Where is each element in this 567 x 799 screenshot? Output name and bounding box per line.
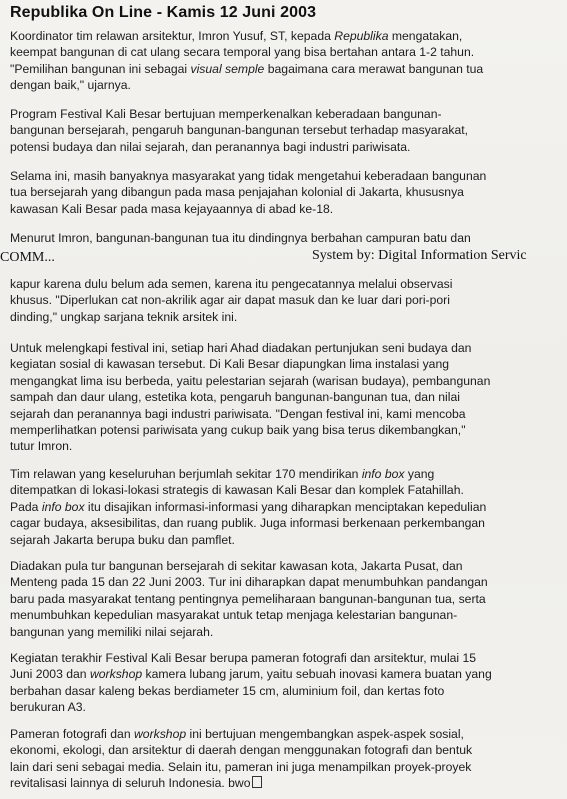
text-segment: bagaimana cara merawat bangunan tua	[264, 61, 484, 76]
paragraph-10	[10, 726, 566, 792]
text-line	[10, 373, 566, 389]
text-line	[10, 438, 566, 454]
text-line	[10, 607, 566, 623]
paragraph-8	[10, 558, 566, 640]
italic-text: workshop	[133, 727, 187, 741]
text-line	[10, 106, 566, 122]
text-line	[10, 532, 566, 548]
paragraph-6	[10, 340, 566, 455]
italic-text: Republika	[334, 29, 389, 43]
text-segment: ini bertujuan mengembangkan aspek-aspek sosial,	[186, 727, 464, 741]
text-line	[10, 168, 566, 184]
text-line	[10, 292, 566, 308]
text-segment: cagar budaya, aksesibilitas, dan ruang publik. Juga informasi berkenaan perkembangan	[10, 516, 485, 531]
paragraph-4	[10, 230, 566, 246]
text-line	[10, 201, 566, 217]
text-line	[10, 775, 566, 791]
text-segment: keempat bangunan di cat ulang secara temporal yang bisa bertahan antara 1-2 tahun.	[10, 45, 475, 60]
text-line	[10, 406, 566, 422]
text-line	[10, 591, 566, 607]
footer-comm-label: COMM...	[0, 250, 55, 265]
text-segment: Juni 2003 dan	[10, 667, 90, 682]
paragraph-2	[10, 106, 566, 155]
text-segment: memperlihatkan potensi pariwisata yang cukup baik yang bisa terus dikembangkan,"	[10, 423, 466, 438]
text-line	[10, 466, 566, 482]
text-line	[10, 422, 566, 438]
text-line	[10, 139, 566, 155]
text-segment: kegiatan sosial di kawasan tersebut. Di Kali Besar diapungkan lima instalasi yang	[10, 357, 449, 372]
text-segment: Pameran fotografi dan	[10, 727, 134, 741]
text-segment: tua bersejarah yang dibangun pada masa penjajahan kolonial di Jakarta, khususnya	[10, 185, 464, 200]
text-segment: lain dari seni sebagai media. Selain itu, pameran ini juga menampilkan proyek-proyek	[10, 759, 472, 774]
text-segment: mengatakan,	[388, 29, 463, 43]
text-segment: Menurut Imron, bangunan-bangunan tua itu dindingnya berbahan campuran batu dan	[10, 231, 471, 245]
text-segment: mengangkat lima isu berbeda, yaitu pelestarian sejarah (warisan budaya), pembangunan	[10, 373, 491, 388]
text-segment: kamera lubang jarum, yaitu sebuah inovasi kamera buatan yang	[142, 667, 492, 682]
text-segment: potensi budaya dan nilai sejarah, dan peranannya bagi industri pariwisata.	[10, 139, 411, 154]
text-line	[10, 666, 566, 682]
end-mark-box-icon	[252, 776, 262, 788]
text-segment: Kegiatan terakhir Festival Kali Besar berupa pameran fotografi dan arsitektur, mulai 15	[10, 651, 477, 665]
text-segment: dinding," ungkap sarjana teknik arsitek ini.	[10, 309, 238, 324]
text-segment: Untuk melengkapi festival ini, setiap hari Ahad diadakan pertunjukan seni budaya dan	[10, 341, 472, 355]
text-line	[10, 726, 566, 742]
text-line	[10, 515, 566, 531]
italic-text: visual semple	[190, 61, 265, 76]
text-line	[10, 624, 566, 640]
text-segment: Koordinator tim relawan arsitektur, Imron Yusuf, ST, kepada	[10, 29, 335, 43]
text-line	[10, 389, 566, 405]
italic-text: workshop	[89, 667, 143, 682]
text-line	[10, 742, 566, 758]
italic-text: info box	[41, 499, 85, 514]
text-segment: tutur Imron.	[10, 439, 73, 454]
text-line	[10, 356, 566, 372]
text-line	[10, 699, 566, 715]
text-segment: revitalisasi lainnya di seluruh Indonesia. bwo	[10, 776, 251, 791]
text-line	[10, 650, 566, 666]
text-segment: menumbuhkan kepedulian masyarakat untuk tetap menjaga kelestarian bangunan-	[10, 608, 458, 623]
page-title: Republika On Line - Kamis 12 Juni 2003	[10, 4, 317, 21]
text-segment: ditempatkan di lokasi-lokasi strategis di kawasan Kali Besar dan komplek Fatahillah.	[10, 483, 464, 498]
text-line	[10, 28, 566, 44]
text-line	[10, 44, 566, 60]
text-segment: yang	[404, 467, 435, 481]
text-segment: dengan baik," ujarnya.	[10, 78, 131, 93]
paragraph-7	[10, 466, 566, 548]
text-line	[10, 574, 566, 590]
text-line	[10, 184, 566, 200]
text-segment: baru pada masyarakat tentang pentingnya pemeliharaan bangunan-bangunan tua, serta	[10, 591, 486, 606]
text-segment: Pada	[10, 499, 42, 514]
text-segment: bangunan bersejarah, pengaruh bangunan-bangunan tersebut terhadap masyarakat,	[10, 123, 469, 138]
text-line	[10, 683, 566, 699]
text-line	[10, 499, 566, 515]
text-segment: kapur karena dulu belum ada semen, karena itu pengecatannya melalui observasi	[10, 277, 453, 291]
text-segment: khusus. "Diperlukan cat non-akrilik agar air dapat masuk dan ke luar dari pori-pori	[10, 293, 450, 308]
text-line	[10, 482, 566, 498]
text-segment: itu disajikan informasi-informasi yang diharapkan menciptakan kepedulian	[84, 499, 487, 514]
text-segment: Diadakan pula tur bangunan bersejarah di sekitar kawasan kota, Jakarta Pusat, dan	[10, 559, 463, 573]
text-line	[10, 77, 566, 93]
italic-text: info box	[361, 467, 405, 481]
text-segment: sejarah Jakarta berupa buku dan pamflet.	[10, 532, 235, 547]
text-segment: kawasan Kali Besar pada masa kejayaannya di abad ke-18.	[10, 201, 334, 216]
footer-bar	[0, 246, 567, 268]
text-segment: bangunan yang memiliki nilai sejarah.	[10, 624, 214, 639]
paragraph-5	[10, 276, 566, 325]
text-segment: Program Festival Kali Besar bertujuan memperkenalkan keberadaan bangunan-	[10, 107, 442, 121]
text-segment: Tim relawan yang keseluruhan berjumlah sekitar 170 mendirikan	[10, 467, 362, 481]
text-segment: "Pemilihan bangunan ini sebagai	[10, 61, 191, 76]
text-segment: ekonomi, ekologi, dan arsitektur di daerah dengan menggunakan fotografi dan bentuk	[10, 743, 473, 758]
text-segment: Menteng pada 15 dan 22 Juni 2003. Tur ini diharapkan dapat menumbuhkan pandangan	[10, 575, 488, 590]
text-segment: sampah dan daur ulang, estetika kota, pengaruh bangunan-bangunan tua, dan nilai	[10, 390, 460, 405]
text-line	[10, 309, 566, 325]
text-line	[10, 340, 566, 356]
text-line	[10, 122, 566, 138]
text-line	[10, 558, 566, 574]
text-line	[10, 230, 566, 246]
text-segment: sejarah dan peranannya bagi industri pariwisata. "Dengan festival ini, kami mencoba	[10, 406, 466, 421]
paragraph-1	[10, 28, 566, 94]
text-segment: berbahan dasar kaleng bekas berdiameter 15 cm, aluminium foil, dan kertas foto	[10, 683, 445, 698]
text-line	[10, 61, 566, 77]
text-segment: Selama ini, masih banyaknya masyarakat yang tidak mengetahui keberadaan bangunan	[10, 169, 487, 183]
text-line	[10, 759, 566, 775]
text-line	[10, 276, 566, 292]
paragraph-3	[10, 168, 566, 217]
footer-system-credit: System by: Digital Information Servic	[312, 248, 527, 263]
paragraph-9	[10, 650, 566, 716]
text-segment: berukuran A3.	[10, 700, 86, 715]
